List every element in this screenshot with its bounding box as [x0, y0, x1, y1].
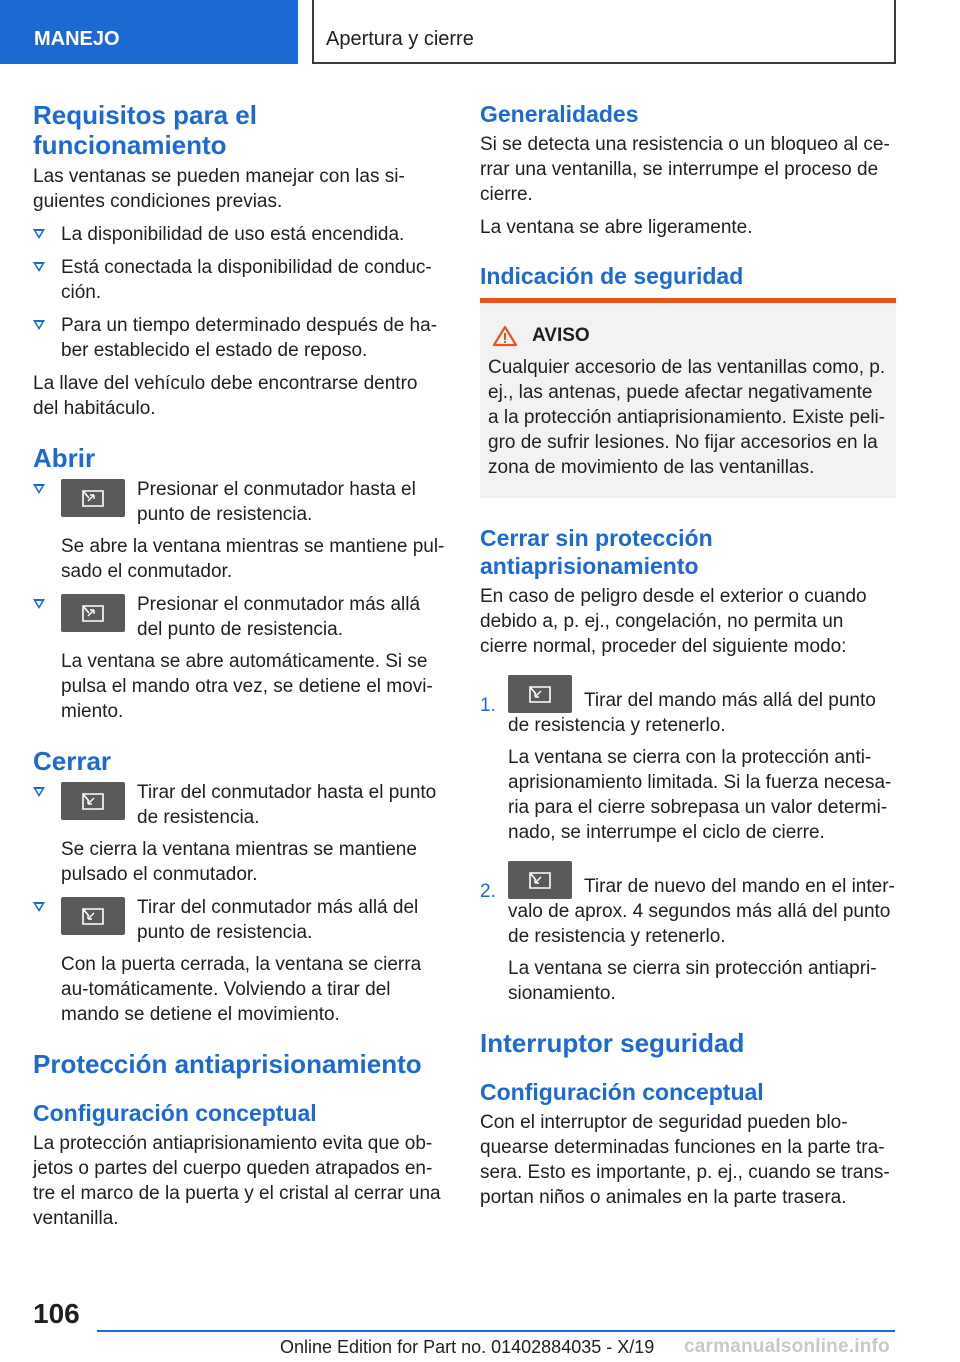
list-item: Presionar el conmutador más allá del punto de resistencia. La ventana se abre automáticamente. Si se pulsa el mando otra vez, se detiene el movi-miento. — [33, 592, 448, 724]
right-column — [480, 100, 896, 1218]
triangle-bullet-icon — [33, 787, 45, 797]
warning-box — [480, 298, 896, 498]
list-item: Está conectada la disponibilidad de conduc-ción. — [33, 255, 448, 305]
window-switch-icon — [508, 675, 572, 713]
list-item: Presionar el conmutador hasta el punto de resistencia. Se abre la ventana mientras se mantiene pul-sado el conmutador. — [33, 477, 448, 584]
window-switch-icon — [508, 861, 572, 899]
general-heading: Generalidades — [480, 101, 639, 127]
safety-switch-concept-heading: Configuración conceptual — [480, 1079, 764, 1105]
triangle-bullet-icon — [33, 320, 45, 330]
requirements-outro: La llave del vehículo debe encontrarse dentro del habitáculo. — [33, 373, 418, 419]
close-heading: Cerrar — [33, 746, 112, 776]
list-item: La disponibilidad de uso está encendida. — [33, 222, 448, 247]
triangle-bullet-icon — [33, 229, 45, 239]
safety-switch-text: Con el interruptor de seguridad pueden blo-quearse determinadas funciones en la parte tra-sera. Esto es importante, p. ej., cuando se trans-portan niños o animales en la parte trasera. — [480, 1112, 890, 1208]
window-switch-icon — [61, 782, 125, 820]
triangle-bullet-icon — [33, 484, 45, 494]
concept-heading: Configuración conceptual — [33, 1100, 317, 1126]
no-protection-heading: Cerrar sin protección antiaprisionamiento — [480, 525, 713, 579]
triangle-bullet-icon — [33, 599, 45, 609]
no-protection-intro: En caso de peligro desde el exterior o cuando debido a, p. ej., congelación, no permita un cierre normal, proceder del siguiente modo: — [480, 586, 867, 657]
step-item: 1. Tirar del mando más allá del punto de resistencia y retenerlo. La ventana se cierra con la protección anti-aprisionamiento limitada. Si la fuerza necesa-ria para el cierre sobrepasa un valor determi-nado, se interrumpe el ciclo de cierre. — [480, 673, 896, 845]
list-item: Tirar del conmutador más allá del punto de resistencia. Con la puerta cerrada, la ventana se cierra au-tomáticamente. Volviendo a tirar del mando se detiene el movimiento. — [33, 895, 448, 1027]
general-text-2: La ventana se abre ligeramente. — [480, 217, 753, 238]
safety-heading: Indicación de seguridad — [480, 263, 744, 289]
footer-divider — [97, 1330, 895, 1332]
requirements-intro: Las ventanas se pueden manejar con las si-guientes condiciones previas. — [33, 166, 405, 212]
step-item: 2. Tirar de nuevo del mando en el inter- valo de aprox. 4 segundos más allá del punto de resistencia y retenerlo. La ventana se cierra sin protección antiapri-sionamiento. — [480, 859, 896, 1006]
list-item: Tirar del conmutador hasta el punto de resistencia. Se cierra la ventana mientras se mantiene pulsado el conmutador. — [33, 780, 448, 887]
page-number: 106 — [33, 1298, 80, 1329]
window-switch-icon — [61, 479, 125, 517]
warning-label: AVISO — [532, 325, 590, 346]
triangle-bullet-icon — [33, 262, 45, 272]
window-switch-icon — [61, 897, 125, 935]
concept-text: La protección antiaprisionamiento evita que ob-jetos o partes del cuerpo queden atrapados en-tre el marco de la puerta y el cristal al cerrar una ventanilla. — [33, 1133, 441, 1229]
antipinch-heading: Protección antiaprisionamiento — [33, 1049, 422, 1079]
watermark: carmanualsonline.info — [684, 1336, 890, 1357]
warning-triangle-icon — [492, 325, 518, 347]
general-text-1: Si se detecta una resistencia o un bloqueo al ce-rrar una ventanilla, se interrumpe el proceso de cierre. — [480, 134, 890, 205]
window-switch-icon — [61, 594, 125, 632]
section-tab: MANEJO — [0, 0, 298, 64]
requirements-heading: Requisitos para el funcionamiento — [33, 100, 257, 160]
left-column — [33, 100, 448, 1239]
triangle-bullet-icon — [33, 902, 45, 912]
list-item: Para un tiempo determinado después de ha-ber establecido el estado de reposo. — [33, 313, 448, 363]
safety-switch-heading: Interruptor seguridad — [480, 1028, 745, 1058]
chapter-title: Apertura y cierre — [312, 0, 896, 64]
warning-text: Cualquier accesorio de las ventanillas como, p. ej., las antenas, puede afectar negativamente a la protección antiaprisionamiento. Existe peli-gro de sufrir lesiones. No fijar accesorios en la zona de movimiento de las ventanillas. — [488, 357, 886, 478]
open-heading: Abrir — [33, 443, 96, 473]
edition-text: Online Edition for Part no. 01402884035 - X/19 — [280, 1337, 655, 1357]
